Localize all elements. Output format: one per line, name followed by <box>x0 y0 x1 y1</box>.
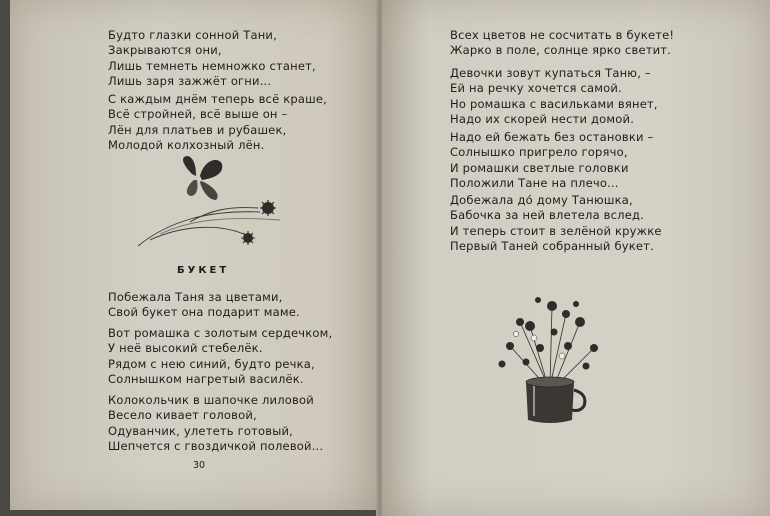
left-stanza-2 <box>108 92 327 153</box>
verse-line: Ей на речку хочется самой. <box>450 81 622 96</box>
left-stanza-5 <box>108 393 323 454</box>
verse-line: Но ромашка с васильками вянет, <box>450 96 658 111</box>
butterfly-flowers-icon <box>130 150 290 260</box>
verse-line: Лишь темнеть немножко станет, <box>108 58 316 73</box>
verse-line: Надо их скорей нести домой. <box>450 111 635 126</box>
right-stanza-4 <box>450 193 662 254</box>
left-stanza-4 <box>108 326 332 387</box>
verse-line: Надо ей бежать без остановки – <box>450 130 654 144</box>
verse-line: С каждым днём теперь всё краше, <box>108 92 327 106</box>
right-stanza-1 <box>450 28 674 59</box>
right-stanza-2 <box>450 66 658 127</box>
verse-line: Колокольчик в шапочке лиловой <box>108 393 314 407</box>
verse-line: Рядом с нею синий, будто речка, <box>108 356 315 371</box>
verse-line: Жарко в поле, солнце ярко светит. <box>450 43 672 58</box>
verse-line: Вот ромашка с золотым сердечком, <box>108 326 333 340</box>
verse-line: Лён для платьев и рубашек, <box>108 122 287 137</box>
verse-line: И ромашки светлые головки <box>450 160 629 175</box>
verse-line: Солнышком нагретый василёк. <box>108 371 304 386</box>
verse-line: Свой букет она подарит маме. <box>108 305 300 320</box>
left-stanza-3 <box>108 290 300 321</box>
verse-line: Солнышко пригрело горячо, <box>450 145 628 160</box>
verse-line: Побежала Таня за цветами, <box>108 290 283 304</box>
verse-line: У неё высокий стебелёк. <box>108 341 263 356</box>
right-page <box>382 0 770 516</box>
right-stanza-3 <box>450 130 653 191</box>
verse-line: Молодой колхозный лён. <box>108 137 265 152</box>
verse-line: Одуванчик, улететь готовый, <box>108 423 294 438</box>
verse-line: Лишь заря зажжёт огни... <box>108 73 272 88</box>
page-number: 30 <box>193 460 206 471</box>
verse-line: Весело кивает головой, <box>108 408 257 423</box>
verse-line: Первый Таней собранный букет. <box>450 238 654 253</box>
verse-line: Положили Тане на плечо... <box>450 175 619 190</box>
bouquet-mug-icon <box>490 286 610 426</box>
poem-title: БУКЕТ <box>177 265 230 276</box>
verse-line: Добежала до́ дому Танюшка, <box>450 193 633 207</box>
verse-line: Бабочка за ней влетела вслед. <box>450 208 645 223</box>
left-stanza-1 <box>108 28 316 89</box>
verse-line: Будто глазки сонной Тани, <box>108 28 277 42</box>
verse-line: И теперь стоит в зелёной кружке <box>450 223 662 238</box>
verse-line: Девочки зовут купаться Таню, – <box>450 66 651 80</box>
verse-line: Закрываются они, <box>108 43 222 58</box>
verse-line: Всё стройней, всё выше он – <box>108 107 288 122</box>
left-page <box>10 0 378 510</box>
verse-line: Всех цветов не сосчитать в букете! <box>450 28 675 42</box>
verse-line: Шепчется с гвоздичкой полевой... <box>108 438 324 453</box>
